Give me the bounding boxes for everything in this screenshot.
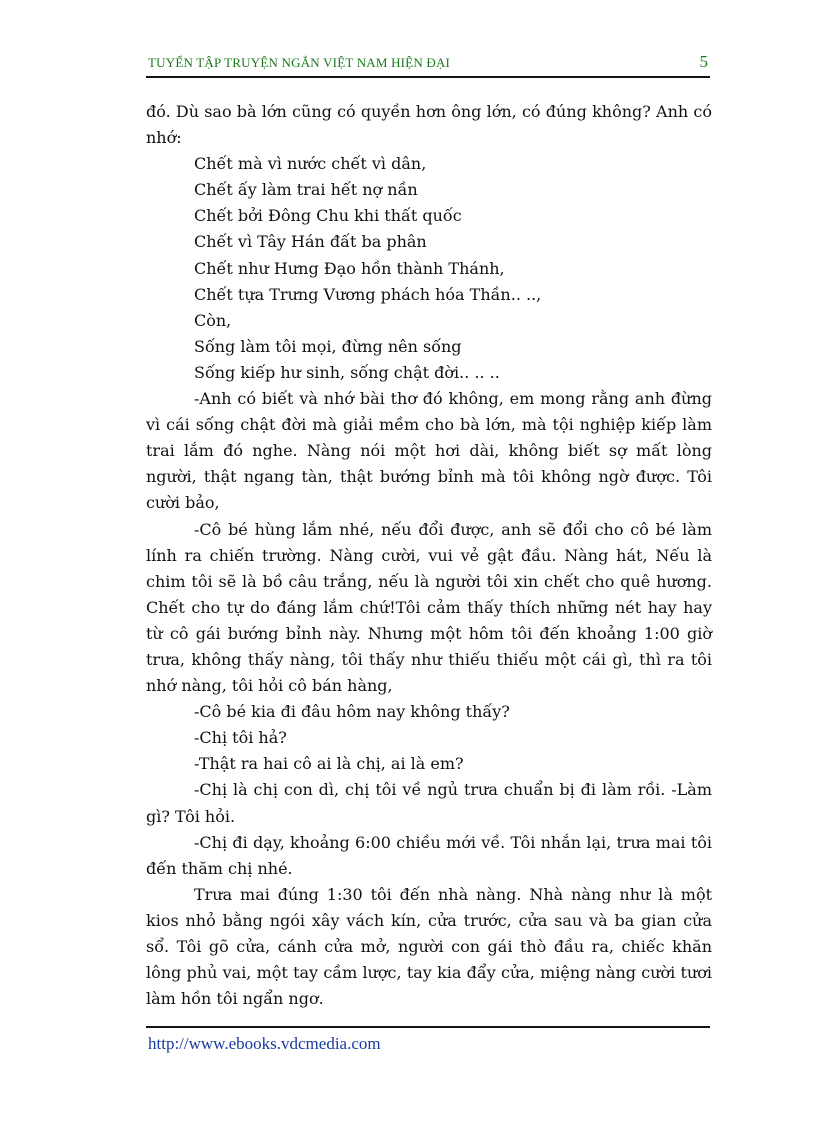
verse-line: Chết bởi Đông Chu khi thất quốc bbox=[194, 206, 462, 226]
verse-line: Chết ấy làm trai hết nợ nần bbox=[194, 180, 418, 200]
verse-line: Còn, bbox=[194, 310, 232, 330]
footer-link[interactable]: http://www.ebooks.vdcmedia.com bbox=[148, 1034, 381, 1053]
verse-line: Chết như Hưng Đạo hồn thành Thánh, bbox=[194, 258, 505, 278]
paragraph: -Cô bé kia đi đâu hôm nay không thấy? bbox=[194, 702, 510, 722]
paragraph: -Cô bé hùng lắm nhé, nếu đổi được, anh sẽ đổi cho cô bé làm lính ra chiến trường. Nàng cười, vui vẻ gật đầu. Nàng hát, Nếu là chim tôi sẽ là bồ câu trắng, nếu là người tôi xin chết cho quê hương. Chết cho tự do đáng lắm chứ!Tôi cảm thấy thích những nét hay hay từ cô gái bướng bỉnh này. Nhưng một hôm tôi đến khoảng 1:00 giờ trưa, không thấy nàng, tôi thấy như thiếu thiếu một cái gì, thì ra tôi nhớ nàng, tôi hỏi cô bán hàng, bbox=[146, 519, 712, 696]
paragraph: -Chị là chị con dì, chị tôi về ngủ trưa chuẩn bị đi làm rồi. -Làm gì? Tôi hỏi. bbox=[146, 780, 712, 826]
paragraph: -Anh có biết và nhớ bài thơ đó không, em mong rằng anh đừng vì cái sống chật đời mà giải mềm cho bà lớn, mà tội nghiệp kiếp làm trai lắm đó nghe. Nàng nói một hơi dài, không biết sợ mất lòng người, thật ngang tàn, thật bướng bỉnh mà tôi không ngờ được. Tôi cười bảo, bbox=[146, 389, 712, 513]
verse-line: Chết mà vì nước chết vì dân, bbox=[194, 154, 427, 174]
paragraph: -Chị tôi hả? bbox=[194, 728, 287, 748]
verse-line: Sống kiếp hư sinh, sống chật đời.. .. .. bbox=[194, 362, 500, 382]
page-body bbox=[146, 99, 712, 1012]
footer-divider bbox=[146, 1026, 710, 1028]
page-number: 5 bbox=[699, 52, 708, 71]
book-title: TUYỂN TẬP TRUYỆN NGẮN VIỆT NAM HIỆN ĐẠI bbox=[148, 55, 451, 70]
verse-line: Chết tựa Trưng Vương phách hóa Thần.. .., bbox=[194, 284, 542, 304]
paragraph: -Chị đi dạy, khoảng 6:00 chiều mới về. Tôi nhắn lại, trưa mai tôi đến thăm chị nhé. bbox=[146, 832, 712, 878]
page-header bbox=[146, 52, 710, 77]
verse-line: Chết vì Tây Hán đất ba phân bbox=[194, 232, 427, 252]
paragraph: -Thật ra hai cô ai là chị, ai là em? bbox=[194, 754, 464, 774]
paragraph: đó. Dù sao bà lớn cũng có quyền hơn ông lớn, có đúng không? Anh có nhớ: bbox=[146, 102, 712, 148]
verse-line: Sống làm tôi mọi, đừng nên sống bbox=[194, 336, 462, 356]
header-divider bbox=[146, 76, 710, 78]
paragraph: Trưa mai đúng 1:30 tôi đến nhà nàng. Nhà nàng như là một kios nhỏ bằng ngói xây vách kín, cửa trước, cửa sau và ba gian cửa sổ. Tôi gõ cửa, cánh cửa mở, người con gái thò đầu ra, chiếc khăn lông phủ vai, một tay cầm lược, tay kia đẩy cửa, miệng nàng cười tươi làm hồn tôi ngẩn ngơ. bbox=[146, 884, 712, 1009]
